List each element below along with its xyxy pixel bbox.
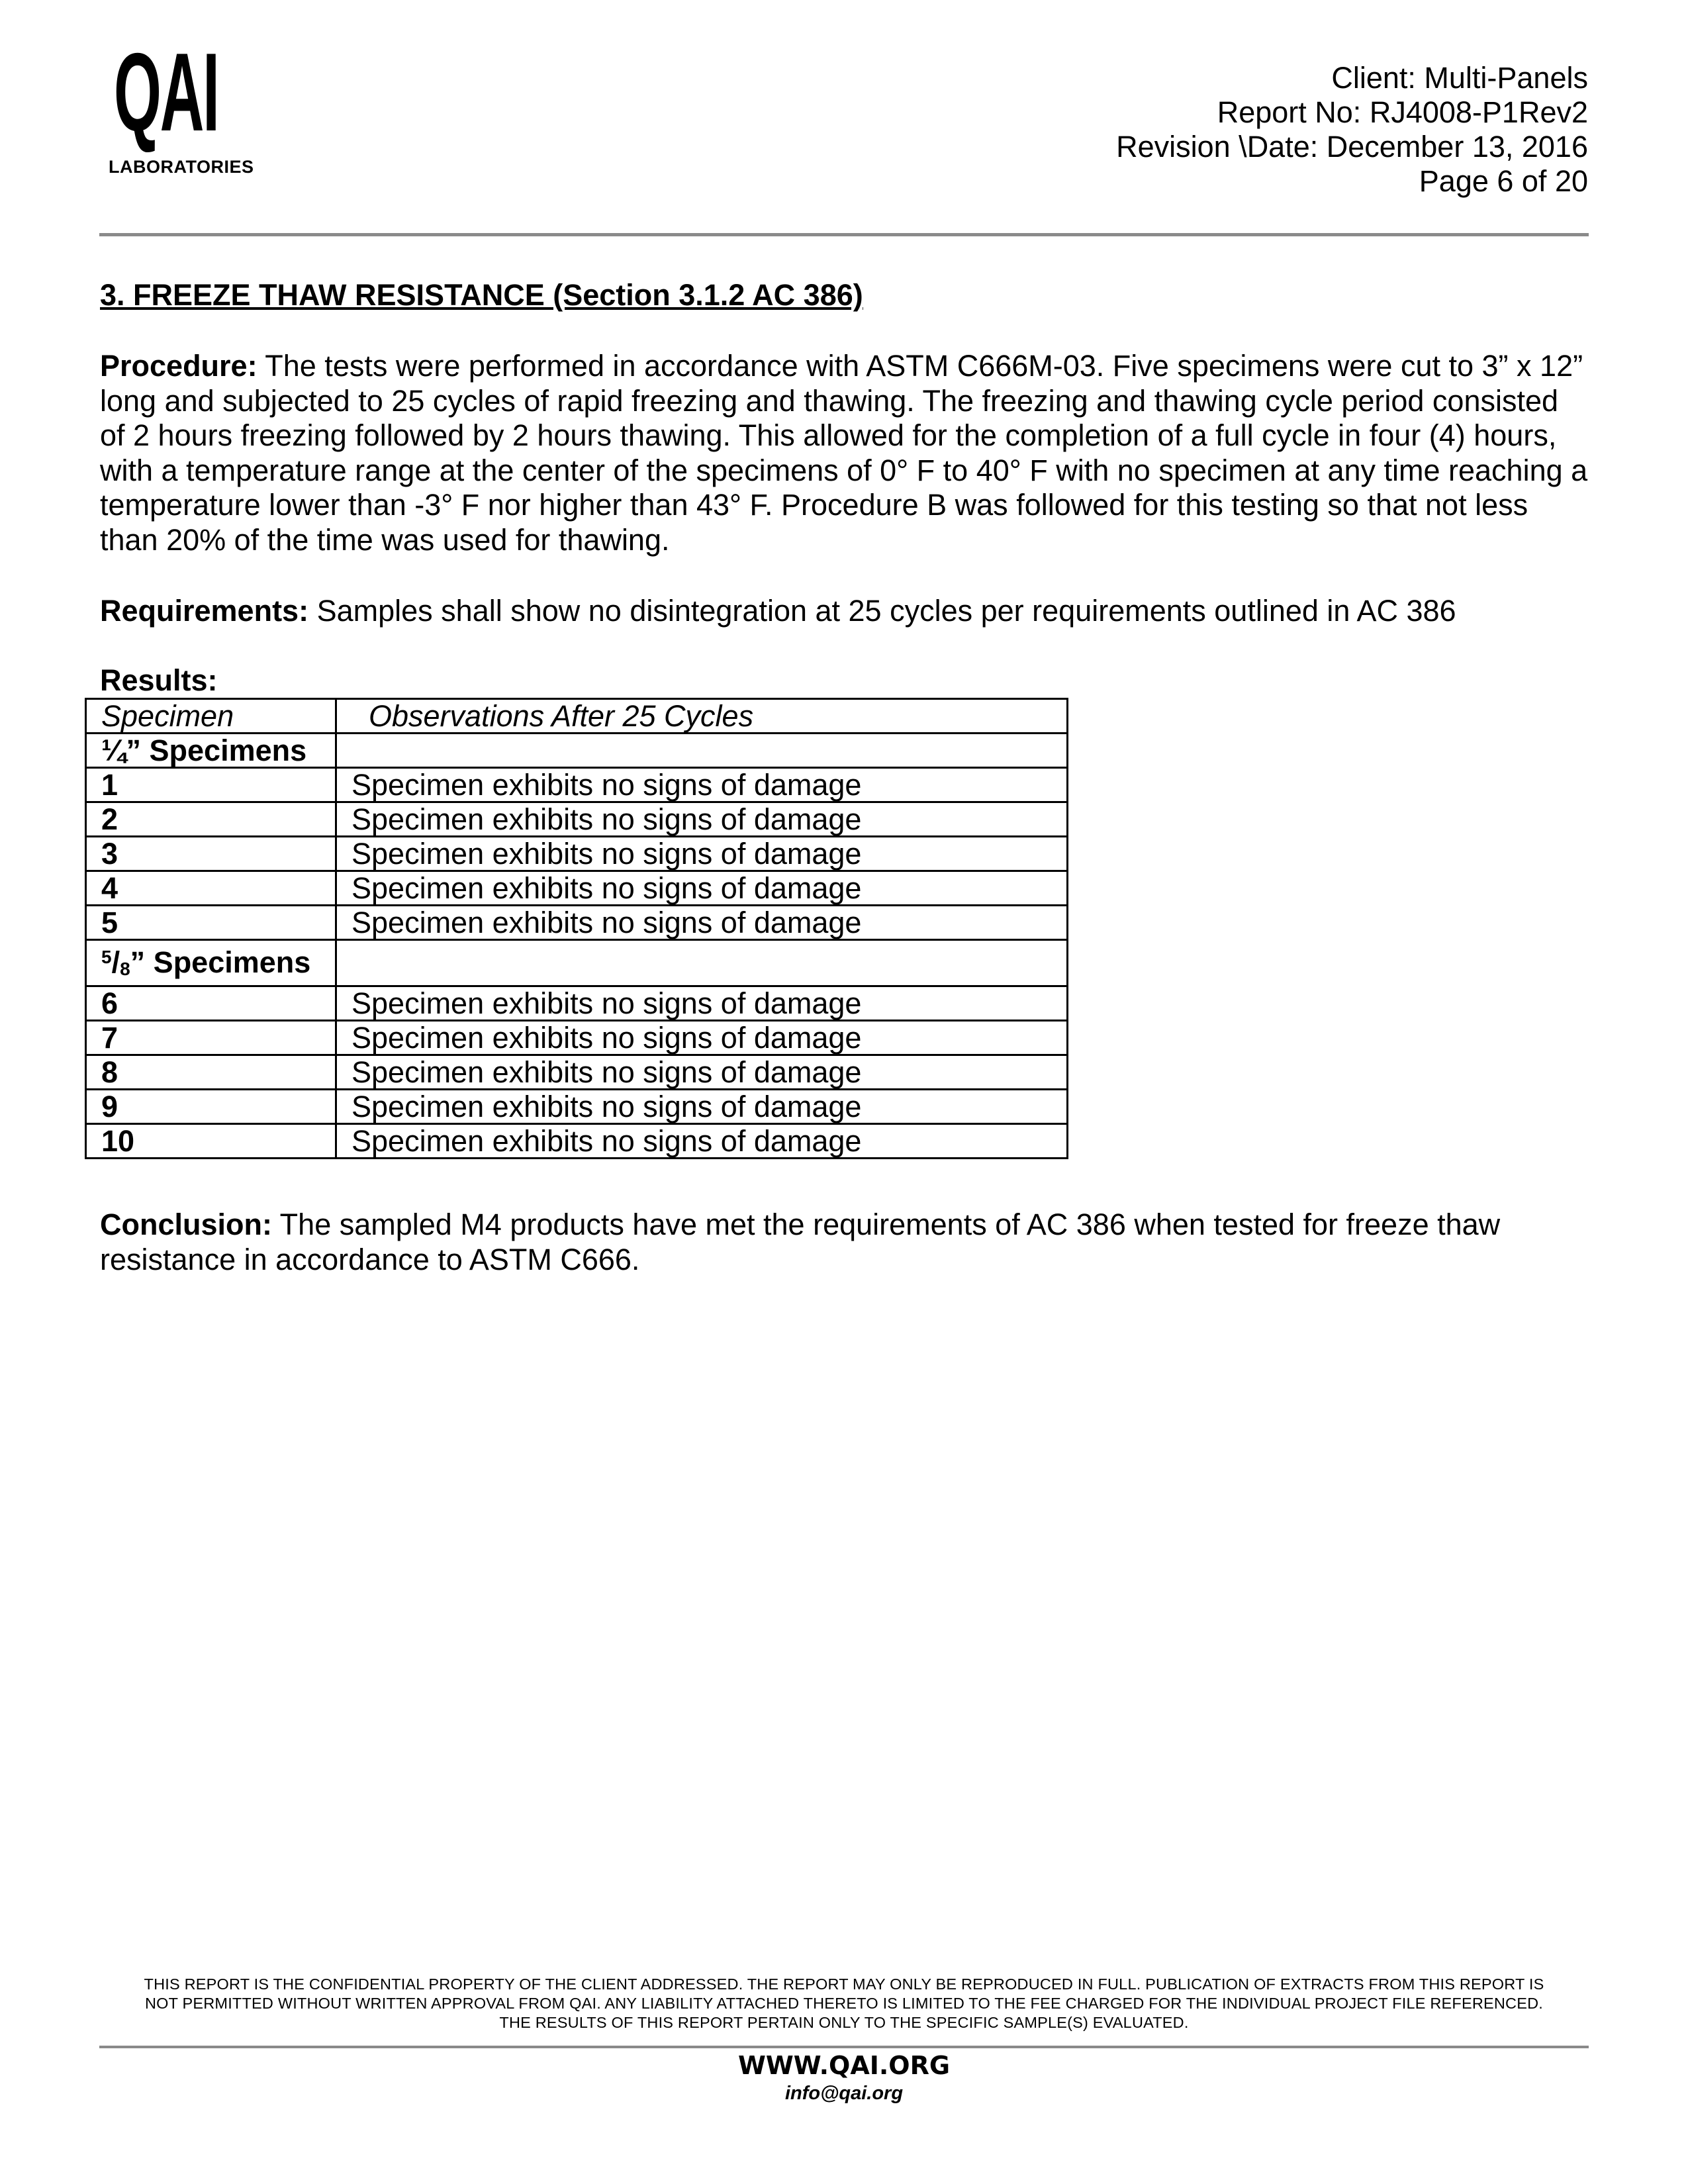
table-row [86, 1021, 1068, 1055]
qai-logo [107, 30, 254, 179]
observation: Specimen exhibits no signs of damage [336, 871, 1068, 906]
report-number-line: Report No: RJ4008-P1Rev2 [1217, 95, 1588, 129]
table-row [86, 1090, 1068, 1124]
procedure-label: Procedure: [100, 349, 258, 383]
procedure-paragraph [100, 349, 1589, 557]
observation: Specimen exhibits no signs of damage [336, 1090, 1068, 1124]
specimen-id: 10 [86, 1124, 336, 1159]
specimen-id: 5 [86, 906, 336, 940]
table-row [86, 1055, 1068, 1090]
specimen-id: 4 [86, 871, 336, 906]
table-row [86, 906, 1068, 940]
table-row [86, 837, 1068, 871]
notice-line: THE RESULTS OF THIS REPORT PERTAIN ONLY TO THE SPECIFIC SAMPLE(S) EVALUATED. [499, 2014, 1189, 2031]
procedure-text: The tests were performed in accordance with ASTM C666M-03. Five specimens were cut to 3” x 12” long and subjected to 25 cycles of rapid freezing and thawing. The freezing and thawing cycle period consisted of 2 hours freezing followed by 2 hours thawing. This allowed for the completion of a full cycle in four (4) hours, with a temperature range at the center of the specimens of 0° F to 40° F with no specimen at any time reaching a temperature lower than -3° F nor higher than 43° F. Procedure B was followed for this testing so that not less than 20% of the time was used for thawing. [100, 349, 1588, 557]
table-row [86, 1124, 1068, 1159]
group-empty-cell [336, 940, 1068, 986]
observation: Specimen exhibits no signs of damage [336, 986, 1068, 1021]
specimen-id: 9 [86, 1090, 336, 1124]
observation: Specimen exhibits no signs of damage [336, 1124, 1068, 1159]
conclusion-paragraph [100, 1208, 1589, 1277]
table-row [86, 986, 1068, 1021]
fraction-numerator: 5 [101, 947, 112, 967]
column-header-observations: Observations After 25 Cycles [336, 699, 1068, 734]
specimen-id: 6 [86, 986, 336, 1021]
specimen-id: 7 [86, 1021, 336, 1055]
logo-mark: QAI [114, 30, 218, 154]
header-divider [99, 233, 1589, 236]
notice-line: NOT PERMITTED WITHOUT WRITTEN APPROVAL FROM QAI. ANY LIABILITY ATTACHED THERETO IS LIMITED TO THE FEE CHARGED FOR THE INDIVIDUAL PROJECT FILE REFERENCED. [145, 1995, 1543, 2012]
confidentiality-notice [99, 1975, 1589, 2032]
requirements-paragraph [100, 594, 1589, 629]
logo-subtitle: LABORATORIES [109, 157, 254, 177]
specimen-id: 2 [86, 802, 336, 837]
specimen-id: 8 [86, 1055, 336, 1090]
requirements-text: Samples shall show no disintegration at 25 cycles per requirements outlined in AC 386 [308, 594, 1456, 628]
observation: Specimen exhibits no signs of damage [336, 906, 1068, 940]
requirements-label: Requirements: [100, 594, 309, 628]
report-header-info [1116, 61, 1588, 199]
column-header-specimen: Specimen [86, 699, 336, 734]
observation: Specimen exhibits no signs of damage [336, 837, 1068, 871]
notice-line: THIS REPORT IS THE CONFIDENTIAL PROPERTY OF THE CLIENT ADDRESSED. THE REPORT MAY ONLY BE REPRODUCED IN FULL. PUBLICATION OF EXTRACTS FROM THIS REPORT IS [144, 1975, 1544, 1993]
results-table [85, 698, 1068, 1159]
revision-date-line: Revision \Date: December 13, 2016 [1116, 130, 1588, 164]
observation: Specimen exhibits no signs of damage [336, 802, 1068, 837]
footer-divider [99, 2046, 1589, 2048]
observation: Specimen exhibits no signs of damage [336, 768, 1068, 802]
website-link[interactable]: WWW.QAI.ORG [737, 2051, 951, 2080]
results-label: Results: [100, 663, 218, 697]
specimen-id: 3 [86, 837, 336, 871]
conclusion-label: Conclusion: [100, 1208, 272, 1241]
email-link[interactable]: info@qai.org [784, 2083, 904, 2104]
group-label-text: ” Specimens [130, 945, 311, 979]
group-row-quarter-inch [86, 734, 1068, 768]
client-line: Client: Multi-Panels [1331, 61, 1588, 95]
table-row [86, 768, 1068, 802]
observation: Specimen exhibits no signs of damage [336, 1055, 1068, 1090]
specimen-id: 1 [86, 768, 336, 802]
page-number-line: Page 6 of 20 [1419, 164, 1588, 198]
fraction-denominator: 8 [120, 959, 130, 979]
group-empty-cell [336, 734, 1068, 768]
table-row [86, 802, 1068, 837]
table-row [86, 871, 1068, 906]
group-label: ¼” Specimens [86, 734, 336, 768]
section-title: 3. FREEZE THAW RESISTANCE (Section 3.1.2 AC 386) [100, 278, 863, 312]
group-row-five-eighths-inch [86, 940, 1068, 986]
table-header-row [86, 699, 1068, 734]
observation: Specimen exhibits no signs of damage [336, 1021, 1068, 1055]
conclusion-text: The sampled M4 products have met the requirements of AC 386 when tested for freeze thaw resistance in accordance to ASTM C666. [100, 1208, 1501, 1276]
group-label: $^5$/8” Specimens [86, 940, 336, 986]
